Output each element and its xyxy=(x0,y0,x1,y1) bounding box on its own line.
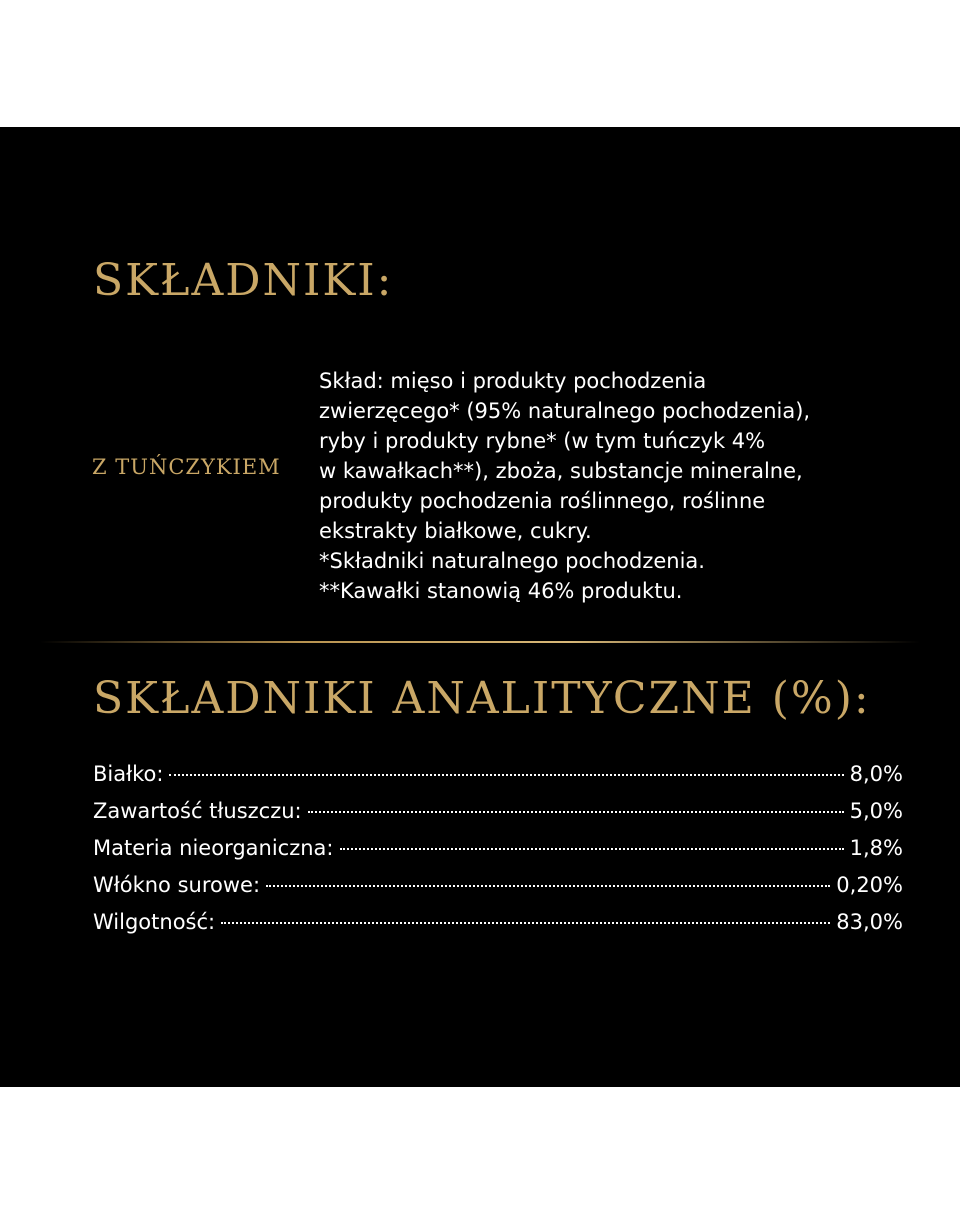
dot-leader xyxy=(266,885,830,887)
composition-line: ryby i produkty rybne* (w tym tuńczyk 4% xyxy=(319,429,766,453)
analysis-row-protein xyxy=(93,759,903,796)
composition-line: Skład: mięso i produkty pochodzenia xyxy=(319,369,707,393)
dot-leader xyxy=(308,811,844,813)
dot-leader xyxy=(340,848,844,850)
composition-line: ekstrakty białkowe, cukry. xyxy=(319,519,592,543)
composition-footnote: **Kawałki stanowią 46% produktu. xyxy=(319,579,683,603)
analysis-row-fat xyxy=(93,796,903,833)
dot-leader xyxy=(221,922,830,924)
dot-leader xyxy=(169,774,843,776)
analysis-row-moisture xyxy=(93,907,903,944)
analysis-label: Białko: xyxy=(93,762,164,786)
analysis-value: 5,0% xyxy=(849,799,903,823)
analytical-list xyxy=(93,759,903,944)
composition-line: w kawałkach**), zboża, substancje mineralne, xyxy=(319,459,803,483)
analysis-value: 0,20% xyxy=(836,873,903,897)
ingredients-panel xyxy=(0,127,960,1087)
analysis-label: Materia nieorganiczna: xyxy=(93,836,334,860)
analysis-row-fibre xyxy=(93,870,903,907)
composition-line: zwierzęcego* (95% naturalnego pochodzenia), xyxy=(319,399,811,423)
analysis-label: Włókno surowe: xyxy=(93,873,261,897)
composition-text xyxy=(319,366,919,606)
analysis-label: Zawartość tłuszczu: xyxy=(93,799,302,823)
analysis-value: 83,0% xyxy=(836,910,903,934)
analysis-row-ash xyxy=(93,833,903,870)
variant-label: Z TUŃCZYKIEM xyxy=(92,455,281,479)
composition-footnote: *Składniki naturalnego pochodzenia. xyxy=(319,549,705,573)
analytical-heading: SKŁADNIKI ANALITYCZNE (%): xyxy=(93,673,871,724)
ingredients-heading: SKŁADNIKI: xyxy=(93,255,394,306)
composition-line: produkty pochodzenia roślinnego, roślinne xyxy=(319,489,766,513)
analysis-value: 8,0% xyxy=(849,762,903,786)
analysis-value: 1,8% xyxy=(849,836,903,860)
gold-divider xyxy=(40,641,920,643)
analysis-label: Wilgotność: xyxy=(93,910,216,934)
